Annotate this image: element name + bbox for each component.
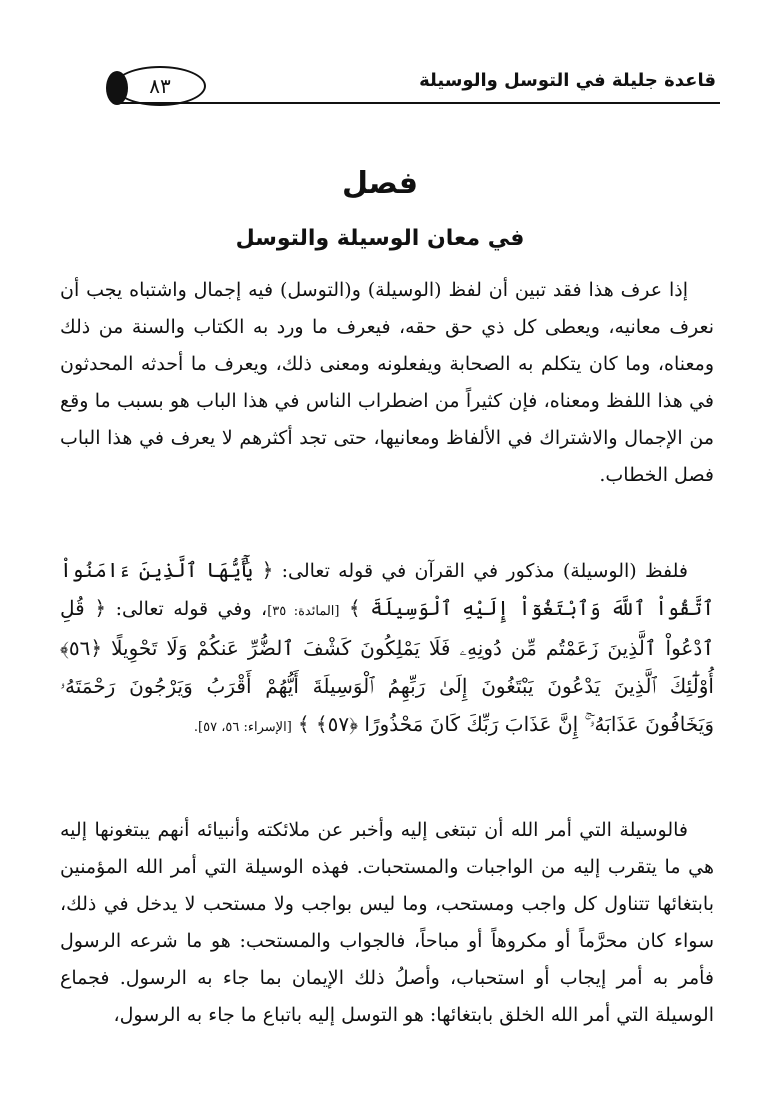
quran-verse-2: ﴿ قُلِ ٱدْعُواْ ٱلَّذِينَ زَعَمْتُم مِّن دُونِهِۦ فَلَا يَمْلِكُونَ كَشْفَ ٱلضُّرِّ عَنكُمْ وَلَا تَحْوِيلًا ﴿٥٦﴾ أُوْلَٰٓئِكَ ٱلَّذِينَ يَدْعُونَ يَبْتَغُونَ إِلَىٰ رَبِّهِمُ ٱلْوَسِيلَةَ أَيُّهُمْ أَقْرَبُ وَيَرْجُونَ رَحْمَتَهُۥ وَيَخَافُونَ عَذَابَهُۥٓ ۚ إِنَّ عَذَابَ رَبِّكَ كَانَ مَحْذُورًا ﴿٥٧﴾ ﴾: [60, 596, 714, 736]
section-title: فصل: [342, 166, 418, 201]
paragraph-text: فالوسيلة التي أمر الله أن تبتغى إليه وأخبر عن ملائكته وأنبيائه أنهم يبتغونها إليه هي ما يتقرب إليه من الواجبات والمستحبات. فهذه الوسيلة التي أمر الله المؤمنين بابتغائها تتناول كل واجب ومستحب، وما ليس بواجب ولا مستحب لا يدخل في ذلك، سواء كان محرَّماً أو مكروهاً أو مباحاً، فالجواب والمستحب: هو ما شرعه الرسول فأمر به أمر إيجاب أو استحباب، وأصلُ ذلك الإيمان بما جاء به الرسول. فجماع الوسيلة التي أمر الله الخلق بابتغائها: هو التوسل إليه باتباع ما جاء به الرسول،: [60, 819, 714, 1026]
paragraph-text: [60, 552, 714, 746]
verse-citation-2: [الإسراء: ٥٦، ٥٧].: [193, 720, 292, 735]
section-subtitle: في معان الوسيلة والتوسل: [235, 226, 525, 251]
body-paragraph-1: [60, 272, 714, 494]
quran-verse-1: ﴿ يَٰٓأَيُّهَا ٱلَّذِينَ ءَامَنُواْ ٱتَّقُواْ ٱللَّهَ وَٱبْتَغُوٓاْ إِلَيْهِ ٱلْوَسِيلَةَ ﴾: [60, 558, 714, 620]
body-paragraph-2: [60, 552, 714, 746]
verse-citation-1: [المائدة: ٣٥]: [267, 604, 340, 619]
paragraph-intro: فلفظ (الوسيلة) مذكور في القرآن في قوله تعالى:: [281, 560, 689, 582]
running-title: قاعدة جليلة في التوسل والوسيلة: [419, 70, 716, 91]
paragraph-connector: ، وفي قوله تعالى:: [115, 598, 268, 620]
page-number: ٨٣: [149, 74, 171, 98]
body-paragraph-3: [60, 812, 714, 1034]
page-number-badge: [114, 66, 206, 106]
header-divider: [116, 102, 720, 104]
paragraph-text: إذا عرف هذا فقد تبين أن لفظ (الوسيلة) و(التوسل) فيه إجمال واشتباه يجب أن نعرف معانيه، ويعطى كل ذي حق حقه، فيعرف ما ورد به الكتاب والسنة من ذلك ومعناه، وما كان يتكلم به الصحابة ويفعلونه ومعنى ذلك، ويعرف ما أحدثه المحدثون في هذا اللفظ ومعناه، فإن كثيراً من اضطراب الناس في هذا الباب هو بسبب ما وقع من الإجمال والاشتراك في الألفاظ ومعانيها، حتى تجد أكثرهم لا يعرف في هذا الباب فصل الخطاب.: [60, 279, 714, 486]
